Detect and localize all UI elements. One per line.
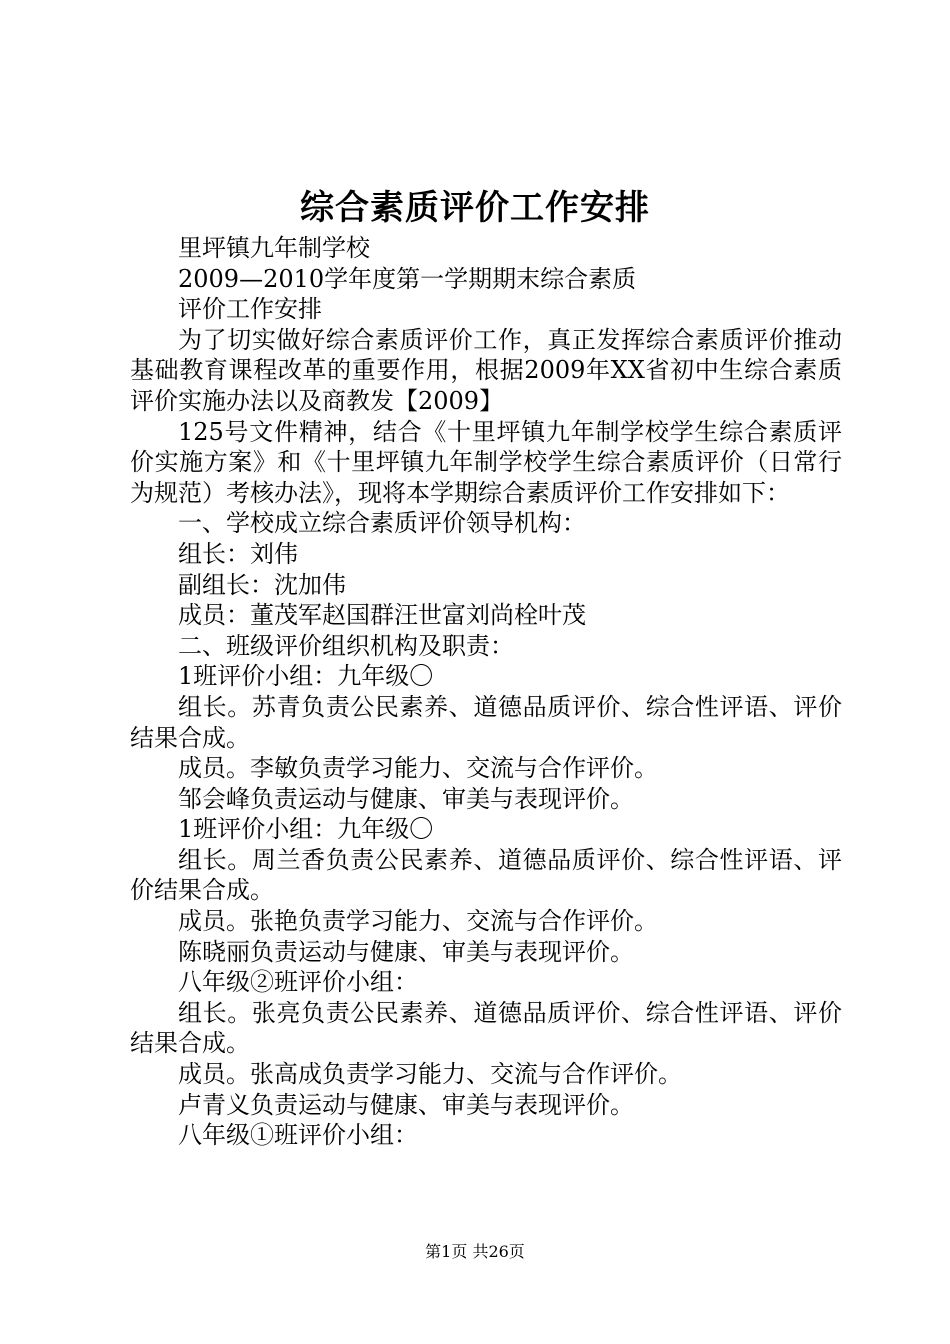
paragraph: 二、班级评价组织机构及职责：: [178, 631, 514, 660]
paragraph: 里坪镇九年制学校: [178, 234, 370, 262]
paragraph: 卢青义负责运动与健康、审美与表现评价。: [178, 1090, 634, 1119]
paragraph: 125号文件精神，结合《十里坪镇九年制学校学生综合素质评价实施方案》和《十里坪镇九年制学校学生综合素质评价（日常行为规范）考核办法》，现将本学期综合素质评价工作安排如下：: [130, 417, 842, 507]
paragraph: 副组长：沈加伟: [178, 570, 346, 599]
paragraph: 为了切实做好综合素质评价工作，真正发挥综合素质评价推动基础教育课程改革的重要作用，根据2009年XX省初中生综合素质评价实施办法以及商教发【2009】: [130, 325, 842, 415]
document-body: [130, 233, 842, 1151]
paragraph: 组长。苏青负责公民素养、道德品质评价、综合性评语、评价结果合成。: [130, 692, 842, 752]
paragraph: 成员。张艳负责学习能力、交流与合作评价。: [178, 907, 658, 936]
paragraph: 八年级①班评价小组：: [178, 1121, 418, 1150]
paragraph: 2009—2010学年度第一学期期末综合素质: [178, 264, 637, 293]
paragraph: 一、学校成立综合素质评价领导机构：: [178, 509, 586, 538]
paragraph: 邹会峰负责运动与健康、审美与表现评价。: [178, 784, 634, 813]
paragraph: 评价工作安排: [178, 295, 322, 324]
paragraph: 八年级②班评价小组：: [178, 968, 418, 997]
paragraph: 陈晓丽负责运动与健康、审美与表现评价。: [178, 937, 634, 966]
paragraph: 1班评价小组：九年级〇: [178, 662, 434, 691]
document-title: 综合素质评价工作安排: [300, 188, 650, 228]
paragraph: 成员：董茂军赵国群汪世富刘尚栓叶茂: [178, 601, 586, 630]
paragraph: 1班评价小组：九年级〇: [178, 815, 434, 844]
page-footer: 第1页 共26页: [425, 1242, 525, 1261]
paragraph: 成员。张高成负责学习能力、交流与合作评价。: [178, 1060, 682, 1089]
paragraph: 组长。周兰香负责公民素养、道德品质评价、综合性评语、评价结果合成。: [130, 845, 842, 905]
paragraph: 成员。李敏负责学习能力、交流与合作评价。: [178, 754, 658, 783]
paragraph: 组长。张亮负责公民素养、道德品质评价、综合性评语、评价结果合成。: [130, 998, 842, 1058]
paragraph: 组长：刘伟: [178, 539, 298, 568]
